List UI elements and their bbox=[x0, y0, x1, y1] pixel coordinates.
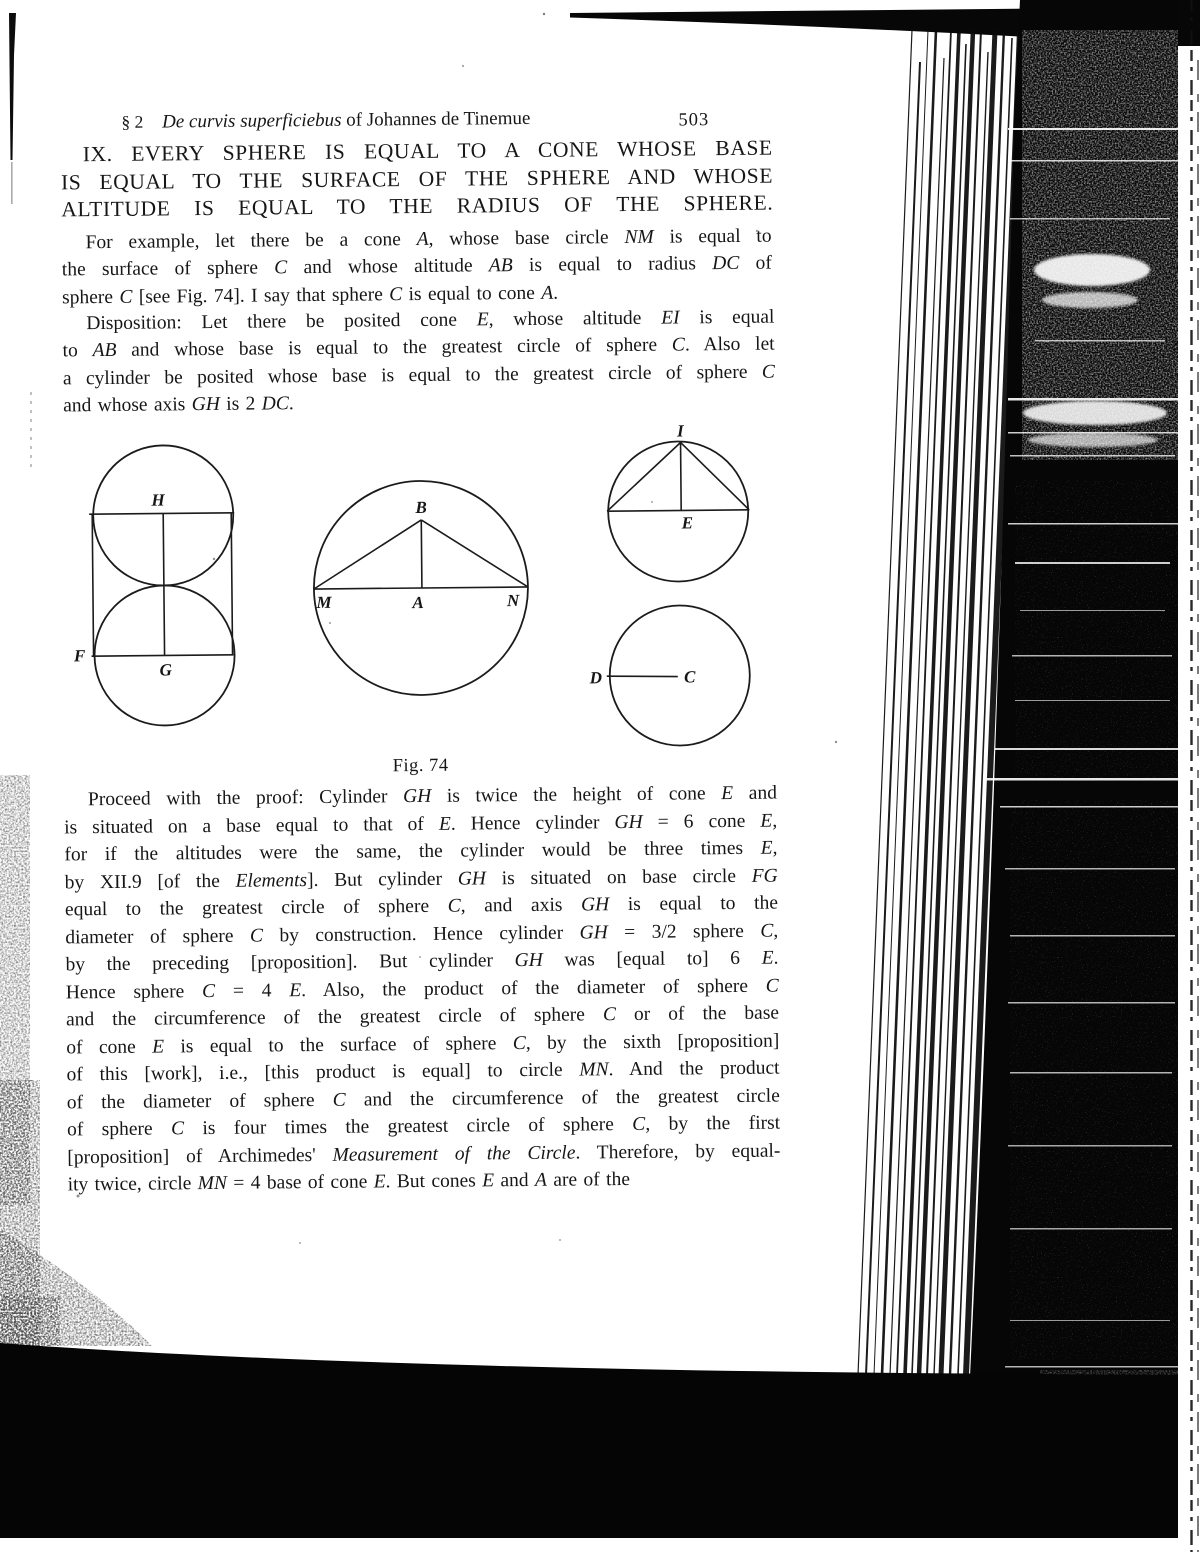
text-line: the surface of sphere C and whose altitude AB is equal to radius DC of bbox=[61, 252, 772, 281]
text-line: Disposition: Let there be posited cone E, whose altitude EI is equal bbox=[86, 306, 775, 335]
text-line: by XII.9 [of the Elements]. But cylinder GH is situated on base circle FG bbox=[64, 865, 778, 893]
label-D: D bbox=[589, 668, 603, 688]
label-F: F bbox=[73, 646, 86, 666]
text-line: by the preceding [proposition]. But cylinder GH was [equal to] 6 E. bbox=[65, 947, 779, 976]
text-line: of cone E is equal to the surface of sphere C, by the sixth [proposition] bbox=[66, 1030, 780, 1058]
paragraph-disposition bbox=[62, 304, 775, 420]
proposition-heading bbox=[61, 135, 774, 225]
text-line: and the circumference of the greatest circle of sphere C or of the base bbox=[65, 1002, 780, 1031]
label-I: I bbox=[677, 421, 684, 441]
heading-line: IX. EVERY SPHERE IS EQUAL TO A CONE WHOSE BASE bbox=[82, 135, 773, 167]
cylinder-spheres-diagram bbox=[89, 445, 237, 726]
label-G: G bbox=[159, 660, 172, 680]
label-M: M bbox=[316, 592, 332, 612]
page-number: 503 bbox=[678, 110, 710, 131]
text-line: equal to the greatest circle of sphere C, and axis GH is equal to the bbox=[64, 892, 779, 921]
text-line: to AB and whose base is equal to the greatest circle of sphere C. Also let bbox=[62, 333, 775, 362]
label-B: B bbox=[415, 497, 427, 518]
text-line: and whose axis GH is 2 DC. bbox=[63, 393, 294, 417]
label-E: E bbox=[681, 513, 694, 533]
text-line: diameter of sphere C by construction. Hence cylinder GH = 3/2 sphere C, bbox=[65, 920, 779, 948]
text-line: of sphere C is four times the greatest circle of sphere C, by the first bbox=[67, 1112, 781, 1141]
text-line: Hence sphere C = 4 E. Also, the product of the diameter of sphere C bbox=[65, 975, 779, 1003]
text-line: Proceed with the proof: Cylinder GH is twice the height of cone E and bbox=[87, 782, 778, 811]
label-A: A bbox=[412, 592, 424, 613]
text-line: is situated on a base equal to that of E. Hence cylinder GH = 6 cone E, bbox=[64, 810, 778, 838]
paragraph-example bbox=[61, 223, 772, 312]
text-line: ity twice, circle MN = 4 base of cone E. But cones E and A are of the bbox=[67, 1169, 631, 1196]
label-C: C bbox=[684, 667, 696, 687]
text-line: [proposition] of Archimedes' Measurement of the Circle. Therefore, by equal- bbox=[67, 1140, 781, 1168]
text-line: sphere C [see Fig. 74]. I say that sphere C is equal to cone A. bbox=[62, 282, 559, 309]
figure-74 bbox=[57, 419, 820, 758]
circle-c bbox=[609, 605, 750, 746]
text-line: a cylinder be posited whose base is equal to the greatest circle of sphere C bbox=[62, 361, 775, 390]
figure-caption: Fig. 74 bbox=[392, 755, 449, 777]
text-line: of this [work], i.e., [this product is equal] to circle MN. And the product bbox=[66, 1057, 780, 1086]
label-H: H bbox=[151, 490, 165, 510]
running-head bbox=[121, 108, 530, 134]
text-line: of the diameter of sphere C and the circumference of the greatest circle bbox=[66, 1085, 780, 1113]
cone-e-diagram bbox=[607, 441, 750, 582]
paragraph-proof bbox=[64, 780, 781, 1199]
text-line: For example, let there be a cone A, whose base circle NM is equal to bbox=[85, 225, 772, 254]
treatise-title: De curvis superficiebus bbox=[161, 109, 342, 133]
heading-line: IS EQUAL TO THE SURFACE OF THE SPHERE AND WHOSE bbox=[60, 163, 774, 195]
section-mark: § 2 bbox=[121, 111, 144, 132]
byline: of Johannes de Tinemue bbox=[346, 107, 531, 131]
heading-line: ALTITUDE IS EQUAL TO THE RADIUS OF THE SPHERE. bbox=[61, 190, 774, 222]
text-line: for if the altitudes were the same, the cylinder would be three times E, bbox=[64, 837, 778, 866]
label-N: N bbox=[506, 591, 520, 611]
sphere-c-diagram bbox=[606, 605, 750, 746]
